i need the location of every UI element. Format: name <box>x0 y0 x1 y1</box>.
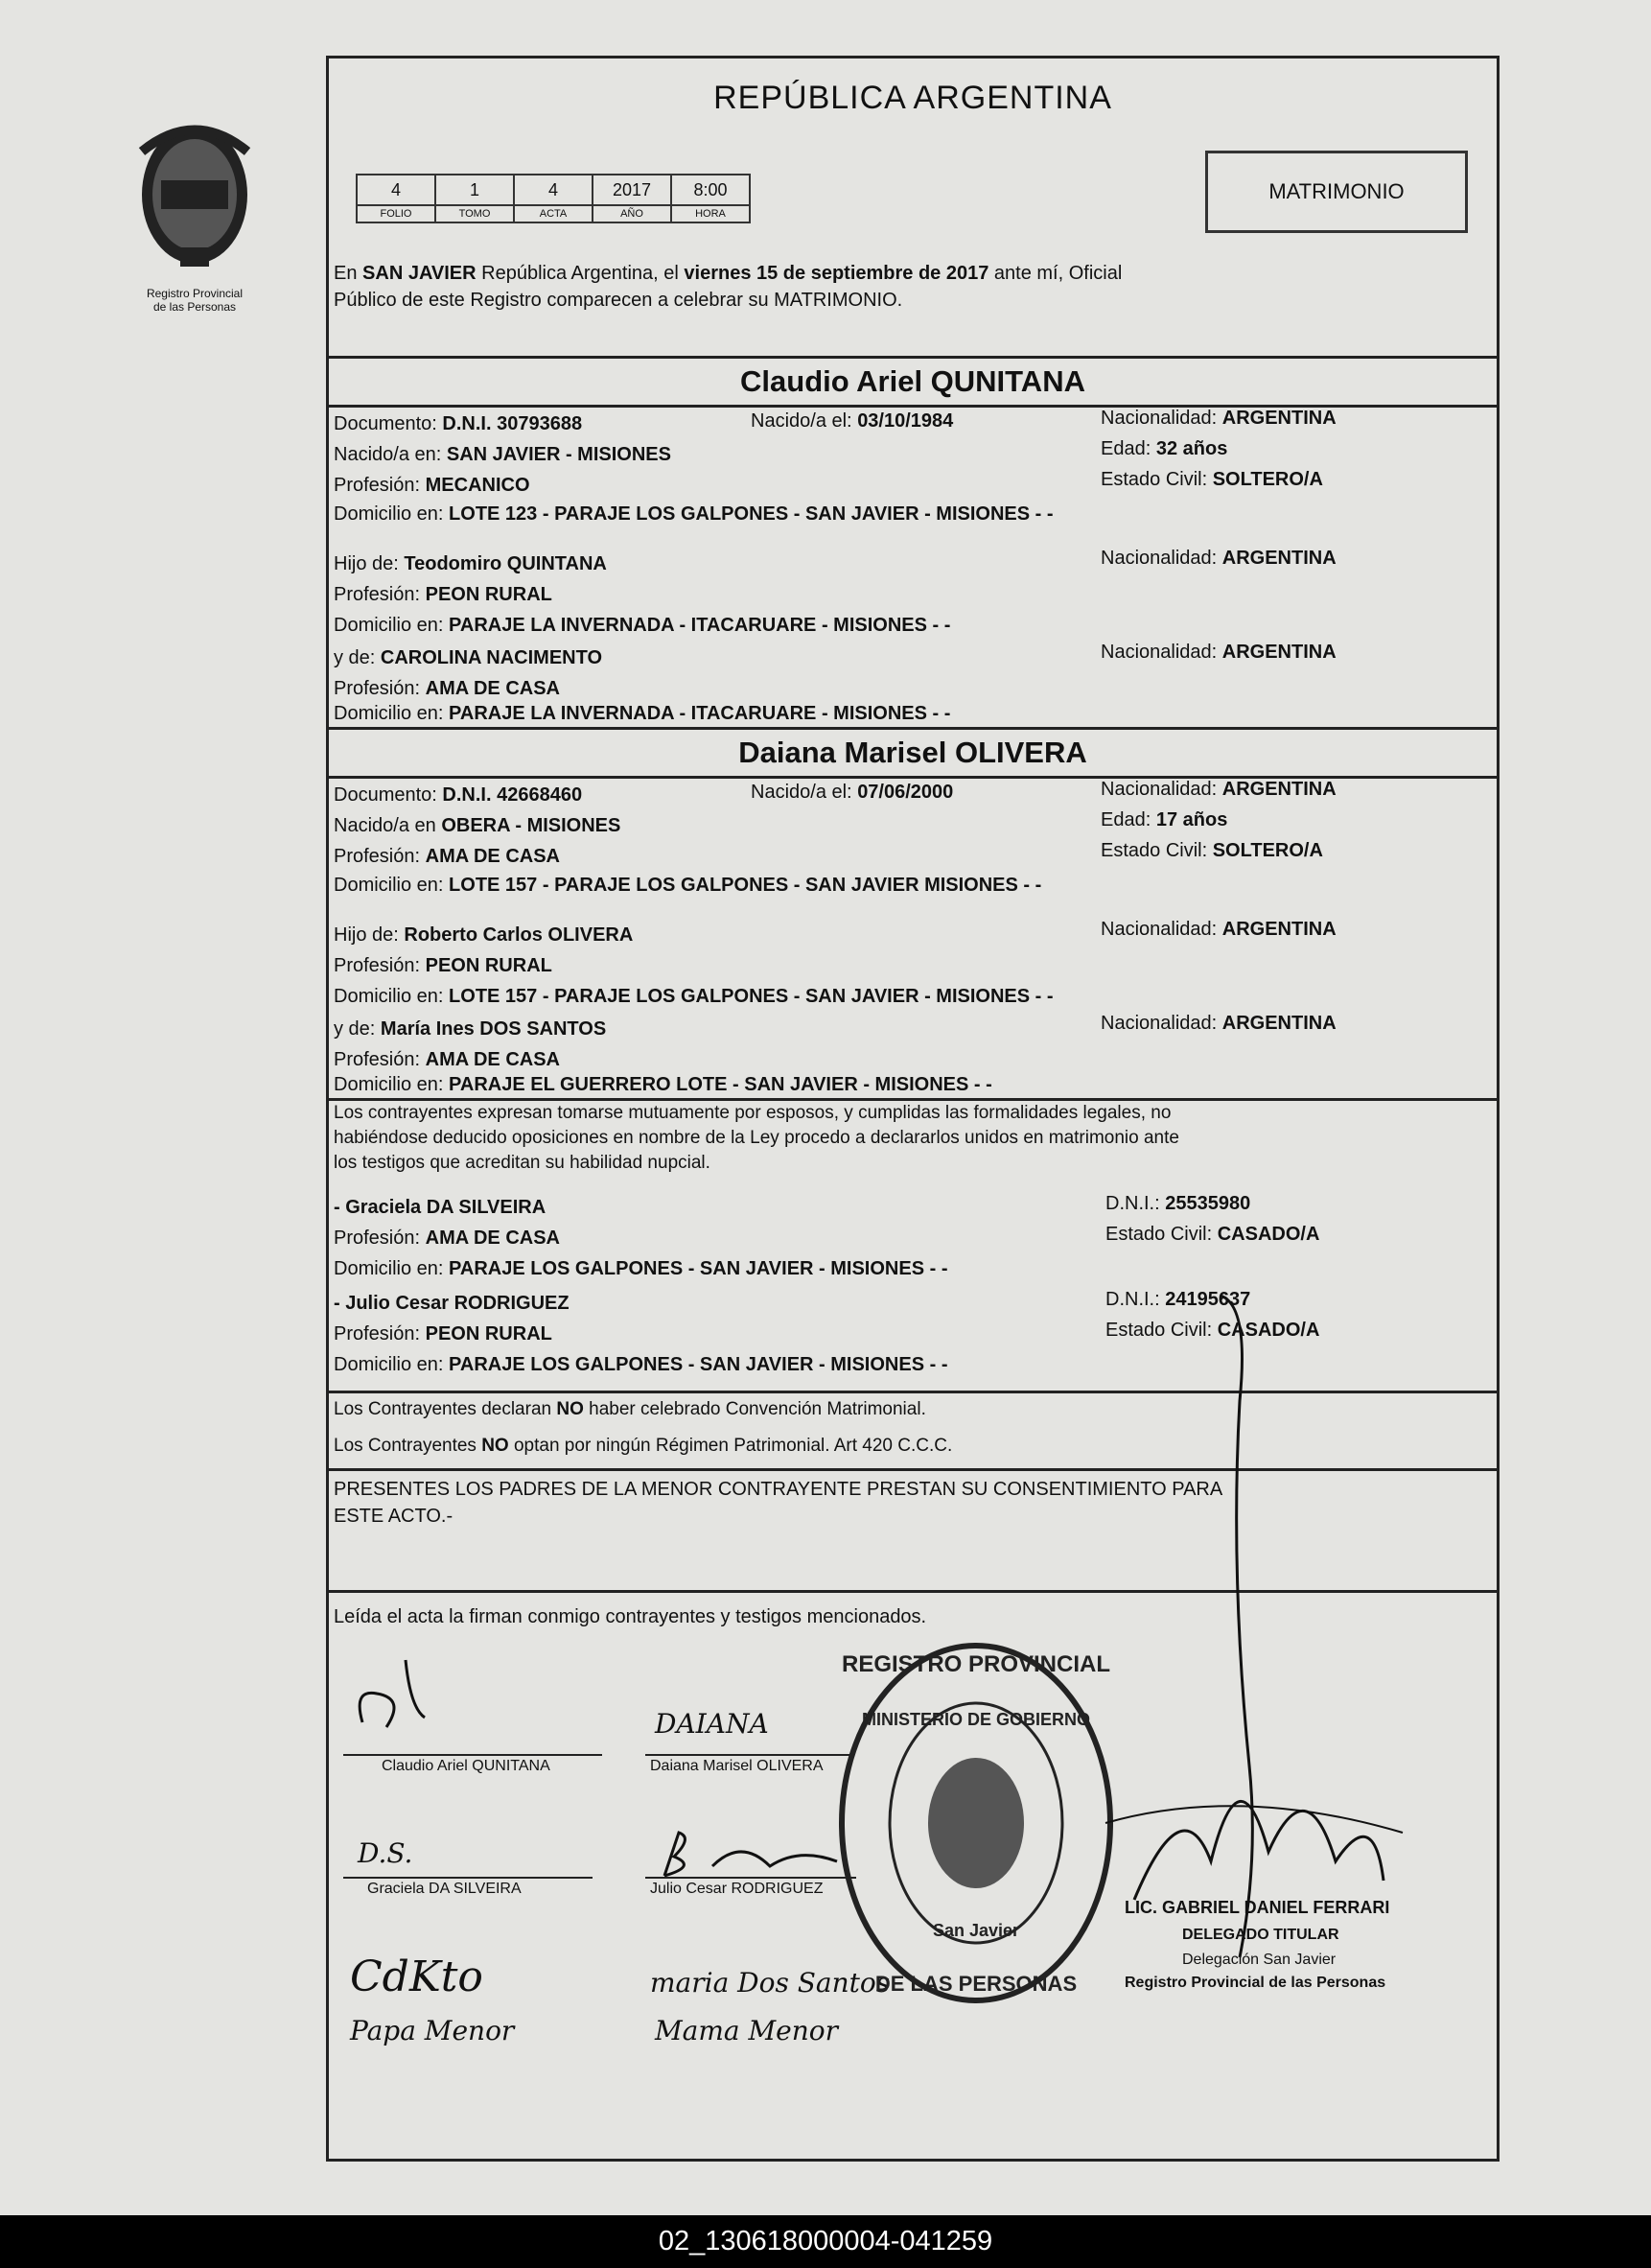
father-signature-note: Papa Menor <box>350 2015 515 2046</box>
record-type-badge: MATRIMONIO <box>1205 151 1468 233</box>
convention-line1-no: NO <box>556 1399 584 1419</box>
groom-birthplace-label: Nacido/a en: <box>334 444 442 465</box>
witness1-dni-value: 25535980 <box>1165 1193 1251 1214</box>
witness1-addr-value: PARAJE LOS GALPONES - SAN JAVIER - MISIONES - - <box>449 1258 948 1279</box>
signatures-section <box>329 1593 1497 2159</box>
groom-mother-prof-label: Profesión: <box>334 678 421 699</box>
groom-doc <box>334 413 582 435</box>
witness1-sign-line <box>343 1877 593 1879</box>
anio-value: 2017 <box>593 175 671 205</box>
document-id-footer: 02_130618000004-041259 <box>0 2215 1651 2268</box>
bride-nat-label: Nacionalidad: <box>1101 779 1218 800</box>
groom-birthplace-value: SAN JAVIER - MISIONES <box>446 444 671 465</box>
groom-father-prof-label: Profesión: <box>334 584 421 605</box>
convention-line2 <box>334 1436 952 1457</box>
convention-line2-pre: Los Contrayentes <box>334 1436 482 1456</box>
witness2-dni-value: 24195637 <box>1165 1289 1251 1310</box>
bride-father-addr-value: LOTE 157 - PARAJE LOS GALPONES - SAN JAVIER - MISIONES - - <box>449 986 1054 1007</box>
bride-mother-value: María Ines DOS SANTOS <box>380 1018 607 1040</box>
witness1-signature-mark: D.S. <box>358 1837 413 1869</box>
groom-father <box>334 553 607 575</box>
witness1-prof-label: Profesión: <box>334 1228 421 1249</box>
mother-signature-note: Mama Menor <box>655 2015 839 2046</box>
bride-addr-value: LOTE 157 - PARAJE LOS GALPONES - SAN JAVIER MISIONES - - <box>449 875 1042 896</box>
bride-born-label: Nacido/a el: <box>751 782 852 803</box>
groom-mother-prof-value: AMA DE CASA <box>425 678 560 699</box>
certificate-frame <box>326 56 1500 2162</box>
groom-section <box>329 408 1497 730</box>
groom-doc-value: D.N.I. 30793688 <box>442 413 583 434</box>
witness1-civil-label: Estado Civil: <box>1105 1224 1213 1245</box>
bride-father-addr-label: Domicilio en: <box>334 986 444 1007</box>
groom-born <box>751 410 953 433</box>
bride-father-addr <box>334 986 1054 1008</box>
groom-prof-value: MECANICO <box>425 475 530 496</box>
witness1-prof-value: AMA DE CASA <box>425 1228 560 1249</box>
bride-nat <box>1101 779 1337 801</box>
official-name: LIC. GABRIEL DANIEL FERRARI <box>1125 1898 1390 1917</box>
bride-prof-label: Profesión: <box>334 846 421 867</box>
bride-father-nat-label: Nacionalidad: <box>1101 919 1218 940</box>
bride-mother-nat <box>1101 1013 1337 1035</box>
intro-line2: Público de este Registro comparecen a celebrar su MATRIMONIO. <box>334 290 903 311</box>
mother-signature-mark: maria Dos Santos <box>650 1967 891 1999</box>
convention-line1-post: haber celebrado Convención Matrimonial. <box>583 1399 926 1419</box>
witness1-civil-value: CASADO/A <box>1217 1224 1320 1245</box>
groom-name: Claudio Ariel QUNITANA <box>329 359 1497 408</box>
official-registry: Registro Provincial de las Personas <box>1125 1975 1386 1991</box>
groom-father-nat-value: ARGENTINA <box>1221 548 1337 569</box>
groom-sign-line <box>343 1754 602 1756</box>
intro-post: ante mí, Oficial <box>988 263 1123 284</box>
bride-mother <box>334 1018 606 1040</box>
seal-city-text: San Javier <box>932 1921 1020 1940</box>
groom-age-label: Edad: <box>1101 438 1151 459</box>
bride-age-value: 17 años <box>1155 809 1228 830</box>
groom-addr <box>334 503 1054 526</box>
bride-mother-nat-value: ARGENTINA <box>1221 1013 1337 1034</box>
folio-value: 4 <box>357 175 435 205</box>
bride-father-prof-value: PEON RURAL <box>425 955 552 976</box>
bride-birthplace <box>334 815 620 837</box>
folio-label: FOLIO <box>357 205 435 222</box>
bride-name: Daiana Marisel OLIVERA <box>329 730 1497 779</box>
bride-born-value: 07/06/2000 <box>857 782 954 803</box>
seal-outer-text: REGISTRO PROVINCIAL <box>841 1651 1111 1677</box>
official-role: DELEGADO TITULAR <box>1182 1927 1339 1943</box>
intro-date: viernes 15 de septiembre de 2017 <box>684 263 989 284</box>
groom-father-nat <box>1101 548 1337 570</box>
groom-mother-prof <box>334 678 560 700</box>
bride-mother-prof <box>334 1049 560 1071</box>
bride-birthplace-value: OBERA - MISIONES <box>441 815 621 836</box>
groom-father-addr-value: PARAJE LA INVERNADA - ITACARUARE - MISIONES - - <box>449 615 951 636</box>
seal-inner-text: MINISTERIO DE GOBIERNO <box>861 1710 1091 1729</box>
witness2-civil-value: CASADO/A <box>1217 1320 1320 1341</box>
witness1-civil <box>1105 1224 1319 1246</box>
witness2-dni-label: D.N.I.: <box>1105 1289 1160 1310</box>
groom-mother-nat-label: Nacionalidad: <box>1101 642 1218 663</box>
intro-place: SAN JAVIER <box>362 263 477 284</box>
groom-mother-addr <box>334 703 950 725</box>
groom-civil-label: Estado Civil: <box>1101 469 1208 490</box>
tomo-value: 1 <box>435 175 514 205</box>
bride-mother-nat-label: Nacionalidad: <box>1101 1013 1218 1034</box>
convention-line1-pre: Los Contrayentes declaran <box>334 1399 557 1419</box>
convention-line2-post: optan por ningún Régimen Patrimonial. Art 420 C.C.C. <box>508 1436 953 1456</box>
groom-mother <box>334 647 602 669</box>
witness1-addr <box>334 1258 947 1280</box>
groom-age <box>1101 438 1227 460</box>
witness2-prof <box>334 1323 552 1345</box>
groom-signature-mark <box>348 1650 453 1737</box>
declaration-line3: los testigos que acreditan su habilidad nupcial. <box>334 1153 710 1173</box>
groom-father-addr <box>334 615 950 637</box>
hora-label: HORA <box>671 205 750 222</box>
bride-birthplace-label: Nacido/a en <box>334 815 436 836</box>
witness2-sign-label: Julio Cesar RODRIGUEZ <box>650 1881 824 1897</box>
intro-pre: En <box>334 263 363 284</box>
bride-father-nat-value: ARGENTINA <box>1221 919 1337 940</box>
logo-caption <box>113 287 276 314</box>
official-office: Delegación San Javier <box>1182 1952 1337 1968</box>
groom-sign-label: Claudio Ariel QUNITANA <box>382 1758 550 1774</box>
groom-birthplace <box>334 444 671 466</box>
groom-doc-label: Documento: <box>334 413 437 434</box>
coat-of-arms-icon <box>123 113 267 276</box>
groom-civil-value: SOLTERO/A <box>1212 469 1323 490</box>
tomo-label: TOMO <box>435 205 514 222</box>
groom-mother-value: CAROLINA NACIMENTO <box>380 647 603 668</box>
bride-section <box>329 779 1497 1101</box>
groom-addr-value: LOTE 123 - PARAJE LOS GALPONES - SAN JAVIER - MISIONES - - <box>449 503 1054 525</box>
bride-prof <box>334 846 560 868</box>
witness1-name-value: - Graciela DA SILVEIRA <box>334 1197 546 1218</box>
groom-age-value: 32 años <box>1155 438 1228 459</box>
groom-nat-value: ARGENTINA <box>1221 408 1337 429</box>
hora-value: 8:00 <box>671 175 750 205</box>
groom-mother-nat-value: ARGENTINA <box>1221 642 1337 663</box>
logo-caption-line2: de las Personas <box>152 300 237 314</box>
declaration-line1: Los contrayentes expresan tomarse mutuamente por esposos, y cumplidas las formalidades legales, no <box>334 1103 1172 1123</box>
bride-addr <box>334 875 1041 897</box>
witness1-sign-label: Graciela DA SILVEIRA <box>367 1881 522 1897</box>
anio-label: AÑO <box>593 205 671 222</box>
seal-bottom-text: DE LAS PERSONAS <box>874 1972 1078 1996</box>
bride-mother-addr <box>334 1074 992 1096</box>
bride-age <box>1101 809 1227 831</box>
bride-civil-value: SOLTERO/A <box>1212 840 1323 861</box>
logo-caption-line1: Registro Provincial <box>146 287 244 300</box>
page-title: REPÚBLICA ARGENTINA <box>713 80 1112 116</box>
official-signature-mark <box>1096 1286 1412 1976</box>
groom-father-addr-label: Domicilio en: <box>334 615 444 636</box>
witness1-dni-label: D.N.I.: <box>1105 1193 1160 1214</box>
closing-text: Leída el acta la firman conmigo contrayentes y testigos mencionados. <box>334 1606 927 1627</box>
groom-father-prof-value: PEON RURAL <box>425 584 552 605</box>
witness2-addr-label: Domicilio en: <box>334 1354 444 1375</box>
bride-father-prof-label: Profesión: <box>334 955 421 976</box>
groom-mother-addr-value: PARAJE LA INVERNADA - ITACARUARE - MISIONES - - <box>449 703 951 724</box>
groom-prof-label: Profesión: <box>334 475 421 496</box>
bride-doc-value: D.N.I. 42668460 <box>442 784 583 806</box>
groom-father-label: Hijo de: <box>334 553 399 574</box>
groom-mother-label: y de: <box>334 647 376 668</box>
witness2-prof-label: Profesión: <box>334 1323 421 1344</box>
bride-doc-label: Documento: <box>334 784 437 806</box>
witness2-addr-value: PARAJE LOS GALPONES - SAN JAVIER - MISIONES - - <box>449 1354 948 1375</box>
witness2-name <box>334 1293 570 1315</box>
father-signature-mark: CdKto <box>350 1952 483 2001</box>
bride-mother-label: y de: <box>334 1018 376 1040</box>
witness2-civil-label: Estado Civil: <box>1105 1320 1213 1341</box>
groom-born-value: 03/10/1984 <box>857 410 954 432</box>
registry-logo <box>113 113 276 314</box>
witness2-name-value: - Julio Cesar RODRIGUEZ <box>334 1293 570 1314</box>
consent-line1: PRESENTES LOS PADRES DE LA MENOR CONTRAYENTE PRESTAN SU CONSENTIMIENTO PARA <box>334 1479 1223 1500</box>
bride-nat-value: ARGENTINA <box>1221 779 1337 800</box>
bride-sign-line <box>645 1754 851 1756</box>
bride-father-prof <box>334 955 552 977</box>
bride-addr-label: Domicilio en: <box>334 875 444 896</box>
witness2-prof-value: PEON RURAL <box>425 1323 552 1344</box>
declaration-line2: habiéndose deducido oposiciones en nombre de la Ley procedo a declararlos unidos en matrimonio ante <box>334 1128 1179 1148</box>
convention-line2-no: NO <box>481 1436 509 1456</box>
bride-mother-prof-label: Profesión: <box>334 1049 421 1070</box>
witness1-name <box>334 1197 546 1219</box>
bride-civil-label: Estado Civil: <box>1101 840 1208 861</box>
groom-addr-label: Domicilio en: <box>334 503 444 525</box>
bride-sign-label: Daiana Marisel OLIVERA <box>650 1758 824 1774</box>
bride-father-label: Hijo de: <box>334 924 399 946</box>
bride-mother-addr-label: Domicilio en: <box>334 1074 444 1095</box>
groom-nat <box>1101 408 1337 430</box>
witness2-addr <box>334 1354 947 1376</box>
bride-born <box>751 782 953 804</box>
bride-prof-value: AMA DE CASA <box>425 846 560 867</box>
acta-label: ACTA <box>514 205 593 222</box>
witness1-addr-label: Domicilio en: <box>334 1258 444 1279</box>
bride-civil <box>1101 840 1323 862</box>
bride-father-value: Roberto Carlos OLIVERA <box>404 924 634 946</box>
witness1-dni <box>1105 1193 1250 1215</box>
bride-mother-prof-value: AMA DE CASA <box>425 1049 560 1070</box>
convention-line1 <box>334 1399 926 1420</box>
groom-father-prof <box>334 584 552 606</box>
consent-line2: ESTE ACTO.- <box>334 1506 453 1527</box>
acta-value: 4 <box>514 175 593 205</box>
intro-mid: República Argentina, el <box>476 263 685 284</box>
witness1-prof <box>334 1228 560 1250</box>
groom-mother-addr-label: Domicilio en: <box>334 703 444 724</box>
bride-mother-addr-value: PARAJE EL GUERRERO LOTE - SAN JAVIER - MISIONES - - <box>449 1074 992 1095</box>
bride-father <box>334 924 633 947</box>
header-section <box>329 80 1497 359</box>
groom-prof <box>334 475 530 497</box>
bride-doc <box>334 784 582 807</box>
groom-mother-nat <box>1101 642 1337 664</box>
groom-father-nat-label: Nacionalidad: <box>1101 548 1218 569</box>
groom-father-value: Teodomiro QUINTANA <box>404 553 607 574</box>
official-seal <box>827 1631 1125 2015</box>
groom-born-label: Nacido/a el: <box>751 410 852 432</box>
bride-age-label: Edad: <box>1101 809 1151 830</box>
intro-text <box>334 260 1492 314</box>
record-number-table <box>356 174 751 223</box>
groom-civil <box>1101 469 1323 491</box>
groom-nat-label: Nacionalidad: <box>1101 408 1218 429</box>
bride-father-nat <box>1101 919 1337 941</box>
bride-signature-mark: DAIANA <box>655 1708 769 1740</box>
witness2-sign-line <box>645 1877 856 1879</box>
